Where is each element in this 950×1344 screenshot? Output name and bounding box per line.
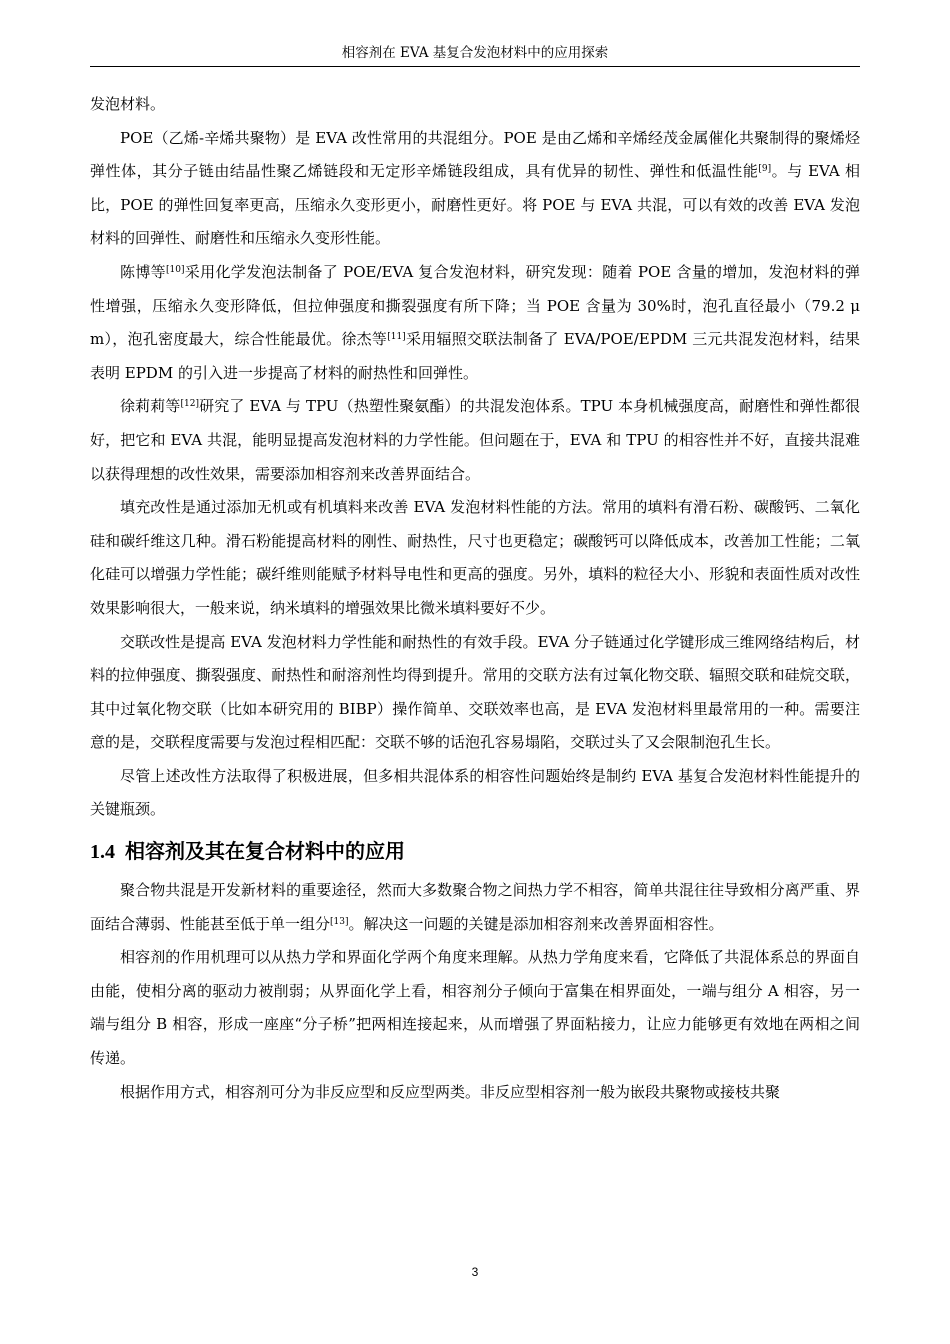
paragraph-text: 。解决这一问题的关键是添加相容剂来改善界面相容性。 bbox=[348, 914, 724, 933]
body-paragraph bbox=[90, 390, 860, 491]
body-paragraph bbox=[90, 88, 860, 122]
paragraph-text: 发泡材料。 bbox=[90, 95, 166, 113]
paragraph-text: 填充改性是通过添加无机或有机填料来改善 EVA 发泡材料性能的方法。常用的填料有滑石粉、碳酸钙、二氧化硅和碳纤维这几种。滑石粉能提高材料的刚性、耐热性，尺寸也更稳定；碳酸钙可以降低成本，改善加工性能；二氧化硅可以增强力学性能；碳纤维则能赋予材料导电性和更高的强度。另外，填料的粒径大小、形貌和表面性质对改性效果影响很大，一般来说，纳米填料的增强效果比微米填料要好不少。 bbox=[90, 498, 860, 617]
body-paragraph bbox=[90, 626, 860, 760]
paragraph-text: POE（乙烯-辛烯共聚物）是 EVA 改性常用的共混组分。POE 是由乙烯和辛烯经茂金属催化共聚制得的聚烯烃弹性体，其分子链由结晶性聚乙烯链段和无定形辛烯链段组成，具有优异的韧性、弹性和低温性能 bbox=[90, 128, 860, 181]
paragraph-text: 徐莉莉等 bbox=[120, 397, 181, 416]
citation-ref: [10] bbox=[165, 264, 185, 275]
paragraph-text: 交联改性是提高 EVA 发泡材料力学性能和耐热性的有效手段。EVA 分子链通过化学键形成三维网络结构后，材料的拉伸强度、撕裂强度、耐热性和耐溶剂性均得到提升。常用的交联方法有过氧化物交联、辐照交联和硅烷交联，其中过氧化物交联（比如本研究用的 BIBP）操作简单、交联效率也高，是 EVA 发泡材料里最常用的一种。需要注意的是，交联程度需要与发泡过程相匹配：交联不够的话泡孔容易塌陷，交联过头了又会限制泡孔生长。 bbox=[90, 632, 860, 752]
paragraphs-after-section bbox=[90, 874, 860, 1109]
section-title: 相容剂及其在复合材料中的应用 bbox=[125, 839, 405, 864]
body-paragraph bbox=[90, 874, 860, 941]
body-paragraph bbox=[90, 941, 860, 1075]
running-header-title: 相容剂在 EVA 基复合发泡材料中的应用探索 bbox=[341, 45, 609, 61]
paragraph-text: 。与 EVA 相比，POE 的弹性回复率更高，压缩永久变形更小，耐磨性更好。将 POE 与 EVA 共混，可以有效的改善 EVA 发泡材料的回弹性、耐磨性和压缩永久变形性能。 bbox=[90, 162, 860, 248]
paragraph-text: 聚合物共混是开发新材料的重要途径，然而大多数聚合物之间热力学不相容，简单共混往往导致相分离严重、界面结合薄弱、性能甚至低于单一组分 bbox=[90, 881, 860, 933]
paragraph-text: 尽管上述改性方法取得了积极进展，但多相共混体系的相容性问题始终是制约 EVA 基复合发泡材料性能提升的关键瓶颈。 bbox=[90, 766, 860, 819]
citation-ref: [9] bbox=[758, 164, 772, 175]
body-paragraph bbox=[90, 256, 860, 390]
paragraph-text: 采用辐照交联法制备了 EVA/POE/EPDM 三元共混发泡材料，结果表明 EPDM 的引入进一步提高了材料的耐热性和回弹性。 bbox=[90, 330, 860, 382]
citation-ref: [12] bbox=[180, 399, 200, 410]
paragraph-text: 采用化学发泡法制备了 POE/EVA 复合发泡材料，研究发现：随着 POE 含量的增加，发泡材料的弹性增强，压缩永久变形降低，但拉伸强度和撕裂强度有所下降；当 POE 含量为 30%时，泡孔直径最小（79.2 μ m），泡孔密度最大，综合性能最优。徐杰等 bbox=[90, 262, 860, 349]
section-number: 1.4 bbox=[90, 841, 115, 864]
paragraph-text: 研究了 EVA 与 TPU（热塑性聚氨酯）的共混发泡体系。TPU 本身机械强度高，耐磨性和弹性都很好，把它和 EVA 共混，能明显提高发泡材料的力学性能。但问题在于，EVA 和 TPU 的相容性并不好，直接共混难以获得理想的改性效果，需要添加相容剂来改善界面结合。 bbox=[90, 397, 860, 483]
citation-ref: [11] bbox=[387, 332, 406, 343]
body-paragraph bbox=[90, 122, 860, 256]
section-heading bbox=[90, 833, 860, 870]
paragraph-text: 相容剂的作用机理可以从热力学和界面化学两个角度来理解。从热力学角度来看，它降低了共混体系总的界面自由能，使相分离的驱动力被削弱；从界面化学上看，相容剂分子倾向于富集在相界面处，一端与组分 A 相容，另一端与组分 B 相容，形成一座座“分子桥”把两相连接起来，从而增强了界面粘接力，让应力能够更有效地在两相之间传递。 bbox=[90, 948, 860, 1068]
citation-ref: [13] bbox=[330, 916, 349, 927]
body-paragraph bbox=[90, 1076, 860, 1110]
page-number: 3 bbox=[471, 1265, 479, 1279]
paragraphs-before-section bbox=[90, 88, 860, 827]
page-body bbox=[90, 88, 860, 1109]
body-paragraph bbox=[90, 491, 860, 625]
running-header bbox=[90, 44, 860, 67]
paragraph-text: 根据作用方式，相容剂可分为非反应型和反应型两类。非反应型相容剂一般为嵌段共聚物或接枝共聚 bbox=[120, 1082, 781, 1101]
body-paragraph bbox=[90, 760, 860, 827]
paragraph-text: 陈博等 bbox=[120, 262, 166, 281]
